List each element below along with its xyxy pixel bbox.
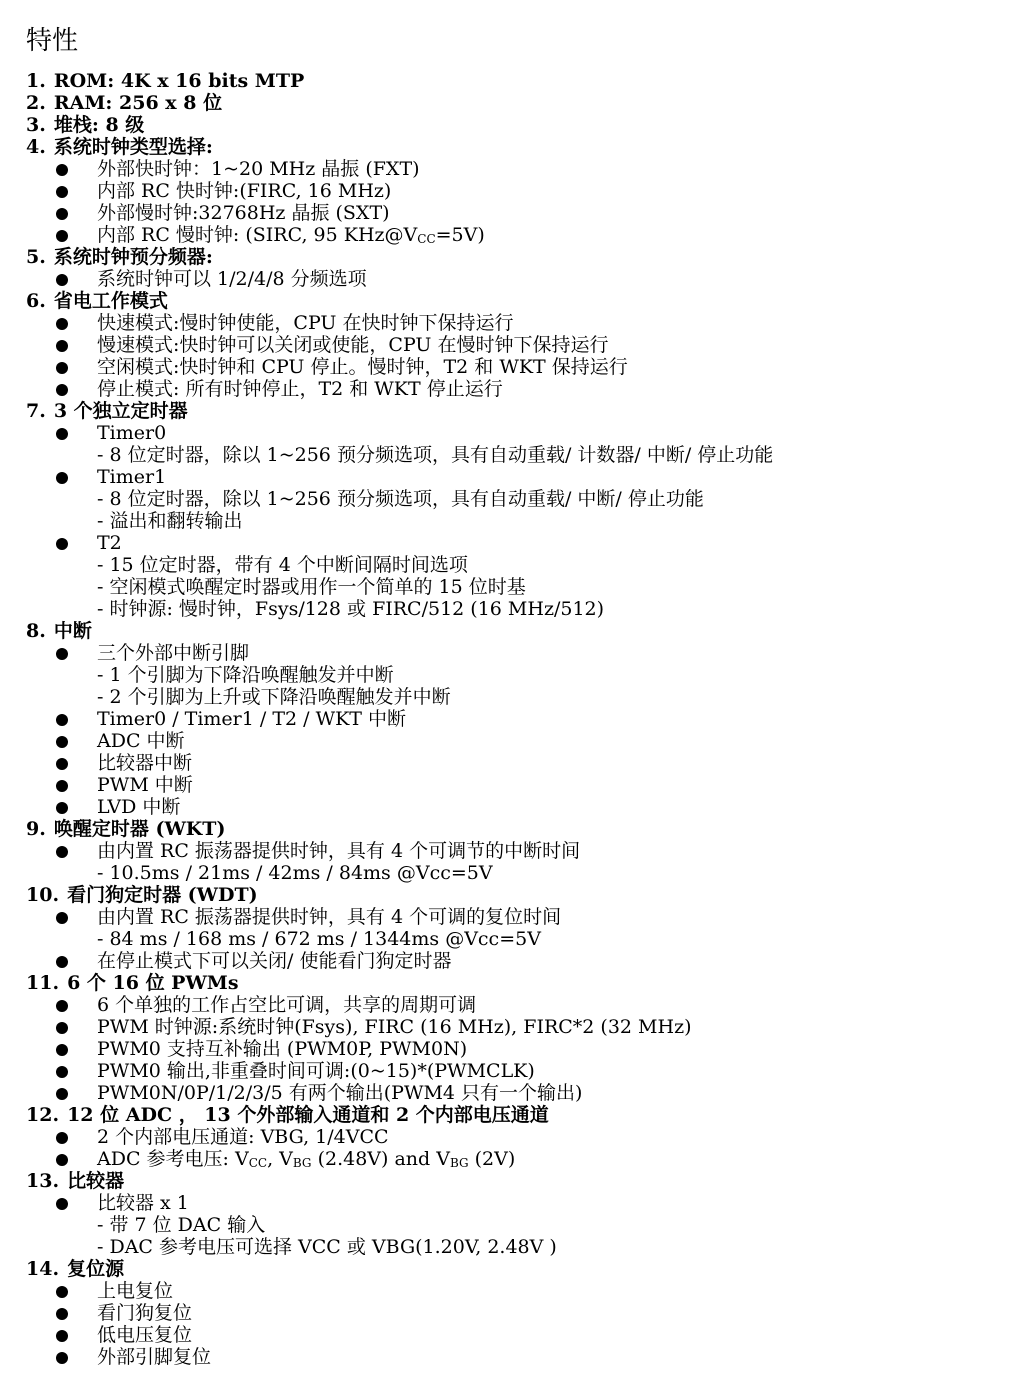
section-title: 省电工作模式: [53, 290, 168, 312]
section-title: 6 个 16 位 PWMs: [67, 972, 239, 994]
section-title: 堆栈: 8 级: [53, 114, 145, 136]
section-number: 13.: [26, 1170, 60, 1192]
item-text: 看门狗复位: [97, 1302, 193, 1324]
item-text: Timer0 / Timer1 / T2 / WKT 中断: [97, 708, 407, 730]
section: [26, 972, 1016, 1104]
sub-item-text: - 带 7 位 DAC 输入: [97, 1214, 266, 1236]
bullet-icon: [56, 1066, 68, 1078]
item-text: 2 个内部电压通道: VBG, 1/4VCC: [97, 1126, 389, 1148]
bullet-icon: [56, 648, 68, 660]
list-item: [26, 1126, 1016, 1148]
item-text: LVD 中断: [97, 796, 181, 818]
list-item: [26, 180, 1016, 202]
bullet-icon: [56, 802, 68, 814]
list-item: [26, 730, 1016, 752]
sub-item-text: - DAC 参考电压可选择 VCC 或 VBG(1.20V, 2.48V ): [97, 1236, 557, 1258]
list-item: [26, 840, 1016, 884]
item-text: PWM0 输出,非重叠时间可调:(0~15)*(PWMCLK): [97, 1060, 535, 1082]
list-item: [26, 202, 1016, 224]
section-heading: [26, 884, 1016, 906]
list-item: [26, 1346, 1016, 1368]
item-text-part: (2.48V) and V: [311, 1148, 450, 1170]
list-item: [26, 158, 1016, 180]
bullet-icon: [56, 318, 68, 330]
subscript: BG: [292, 1156, 312, 1170]
list-item: [26, 796, 1016, 818]
list-item: [26, 378, 1016, 400]
list-item: [26, 422, 1016, 466]
bullet-icon: [56, 780, 68, 792]
item-text: 上电复位: [97, 1280, 174, 1302]
list-item: [26, 1148, 1016, 1170]
section: [26, 884, 1016, 972]
item-text: Timer0: [97, 422, 167, 444]
item-text: T2: [97, 532, 122, 554]
section: [26, 70, 1016, 92]
item-text: 比较器 x 1: [97, 1192, 189, 1214]
item-text: 外部引脚复位: [97, 1346, 212, 1368]
section-title: 唤醒定时器 (WKT): [53, 818, 226, 840]
list-item: [26, 1082, 1016, 1104]
section-heading: [26, 290, 1016, 312]
item-text: 6 个单独的工作占空比可调，共享的周期可调: [97, 994, 477, 1016]
list-item: [26, 708, 1016, 730]
section-number: 10.: [26, 884, 60, 906]
section-number: 9.: [26, 818, 46, 840]
bullet-icon: [56, 1132, 68, 1144]
bullet-icon: [56, 164, 68, 176]
section-number: 7.: [26, 400, 46, 422]
bullet-icon: [56, 1154, 68, 1166]
bullet-icon: [56, 1352, 68, 1364]
sub-item-text: - 84 ms / 168 ms / 672 ms / 1344ms @Vcc=5V: [97, 928, 541, 950]
section: [26, 1258, 1016, 1368]
section-heading: [26, 246, 1016, 268]
list-item: [26, 356, 1016, 378]
item-text: [97, 1148, 1016, 1170]
list-item: [26, 268, 1016, 290]
item-text: 由内置 RC 振荡器提供时钟，具有 4 个可调节的中断时间: [97, 840, 581, 862]
section-number: 2.: [26, 92, 46, 114]
section: [26, 818, 1016, 884]
section: [26, 136, 1016, 246]
section-number: 14.: [26, 1258, 60, 1280]
item-text: 慢速模式:快时钟可以关闭或使能，CPU 在慢时钟下保持运行: [97, 334, 609, 356]
bullet-icon: [56, 384, 68, 396]
bullet-icon: [56, 846, 68, 858]
page-title: 特性: [26, 26, 79, 56]
bullet-icon: [56, 538, 68, 550]
section-heading: [26, 92, 1016, 114]
sub-item-text: - 8 位定时器，除以 1~256 预分频选项，具有自动重载/ 中断/ 停止功能: [97, 488, 704, 510]
list-item: [26, 752, 1016, 774]
section-heading: [26, 1104, 1016, 1126]
item-text: 系统时钟可以 1/2/4/8 分频选项: [97, 268, 367, 290]
bullet-icon: [56, 736, 68, 748]
bullet-icon: [56, 912, 68, 924]
section-number: 5.: [26, 246, 46, 268]
subscript: CC: [417, 232, 436, 246]
section: [26, 114, 1016, 136]
subscript: CC: [248, 1156, 268, 1170]
bullet-icon: [56, 714, 68, 726]
sub-item-text: - 1 个引脚为下降沿唤醒触发并中断: [97, 664, 394, 686]
bullet-icon: [56, 274, 68, 286]
section-title: 比较器: [67, 1170, 125, 1192]
item-text-part: (2V): [468, 1148, 516, 1170]
list-item: [26, 1280, 1016, 1302]
bullet-icon: [56, 956, 68, 968]
bullet-icon: [56, 362, 68, 374]
bullet-icon: [56, 186, 68, 198]
section-title: 3 个独立定时器: [53, 400, 188, 422]
list-item: [26, 994, 1016, 1016]
sub-item-text: - 15 位定时器，带有 4 个中断间隔时间选项: [97, 554, 468, 576]
sub-item-text: - 2 个引脚为上升或下降沿唤醒触发并中断: [97, 686, 451, 708]
bullet-icon: [56, 472, 68, 484]
item-text: PWM0N/0P/1/2/3/5 有两个输出(PWM4 只有一个输出): [97, 1082, 583, 1104]
list-item: [26, 1302, 1016, 1324]
item-text: PWM 中断: [97, 774, 193, 796]
item-text: Timer1: [97, 466, 167, 488]
section-heading: [26, 818, 1016, 840]
section-number: 12.: [26, 1104, 60, 1126]
section-heading: [26, 1258, 1016, 1280]
list-item: [26, 1060, 1016, 1082]
item-text: 停止模式: 所有时钟停止，T2 和 WKT 停止运行: [97, 378, 503, 400]
item-text-part: 内部 RC 慢时钟: (SIRC, 95 KHz@V: [97, 224, 418, 246]
list-item: [26, 1324, 1016, 1346]
item-text: 低电压复位: [97, 1324, 193, 1346]
sub-item-text: - 10.5ms / 21ms / 42ms / 84ms @Vcc=5V: [97, 862, 493, 884]
section-number: 4.: [26, 136, 46, 158]
bullet-icon: [56, 1044, 68, 1056]
section-heading: [26, 972, 1016, 994]
bullet-icon: [56, 340, 68, 352]
bullet-icon: [56, 1330, 68, 1342]
list-item: [26, 1016, 1016, 1038]
feature-list: [26, 70, 1016, 1368]
item-text: PWM0 支持互补输出 (PWM0P, PWM0N): [97, 1038, 468, 1060]
item-text: 内部 RC 快时钟:(FIRC, 16 MHz): [97, 180, 392, 202]
section-heading: [26, 620, 1016, 642]
list-item: [26, 774, 1016, 796]
item-text: [97, 224, 1016, 246]
section-heading: [26, 1170, 1016, 1192]
section-title: ROM: 4K x 16 bits MTP: [53, 70, 305, 92]
item-text: 空闲模式:快时钟和 CPU 停止。慢时钟，T2 和 WKT 保持运行: [97, 356, 628, 378]
section-heading: [26, 136, 1016, 158]
section: [26, 620, 1016, 818]
sub-item-text: - 空闲模式唤醒定时器或用作一个简单的 15 位时基: [97, 576, 526, 598]
bullet-icon: [56, 758, 68, 770]
list-item: [26, 312, 1016, 334]
item-text: 快速模式:慢时钟使能，CPU 在快时钟下保持运行: [97, 312, 514, 334]
section-heading: [26, 70, 1016, 92]
section: [26, 1170, 1016, 1258]
list-item: [26, 466, 1016, 532]
item-text: 比较器中断: [97, 752, 193, 774]
bullet-icon: [56, 1022, 68, 1034]
section: [26, 92, 1016, 114]
bullet-icon: [56, 208, 68, 220]
section-number: 6.: [26, 290, 46, 312]
item-text: 外部快时钟：1~20 MHz 晶振 (FXT): [97, 158, 420, 180]
bullet-icon: [56, 1088, 68, 1100]
list-item: [26, 224, 1016, 246]
item-text: 三个外部中断引脚: [97, 642, 250, 664]
item-text: PWM 时钟源:系统时钟(Fsys), FIRC (16 MHz), FIRC*2 (32 MHz): [97, 1016, 692, 1038]
section: [26, 290, 1016, 400]
sub-item-text: - 溢出和翻转输出: [97, 510, 243, 532]
item-text: ADC 中断: [97, 730, 185, 752]
subscript: BG: [449, 1156, 469, 1170]
item-text: 外部慢时钟:32768Hz 晶振 (SXT): [97, 202, 390, 224]
list-item: [26, 334, 1016, 356]
section-heading: [26, 400, 1016, 422]
section: [26, 400, 1016, 620]
bullet-icon: [56, 428, 68, 440]
section-title: 系统时钟预分频器:: [53, 246, 213, 268]
section-number: 8.: [26, 620, 46, 642]
section-title: RAM: 256 x 8 位: [53, 92, 223, 114]
section-title: 看门狗定时器 (WDT): [67, 884, 258, 906]
sub-item-text: - 时钟源: 慢时钟，Fsys/128 或 FIRC/512 (16 MHz/512): [97, 598, 605, 620]
bullet-icon: [56, 1308, 68, 1320]
item-text: 在停止模式下可以关闭/ 使能看门狗定时器: [97, 950, 452, 972]
bullet-icon: [56, 1000, 68, 1012]
list-item: [26, 642, 1016, 708]
section: [26, 246, 1016, 290]
bullet-icon: [56, 1198, 68, 1210]
bullet-icon: [56, 1286, 68, 1298]
section-title: 12 位 ADC ， 13 个外部输入通道和 2 个内部电压通道: [67, 1104, 549, 1126]
section-title: 中断: [53, 620, 92, 642]
list-item: [26, 950, 1016, 972]
section-heading: [26, 114, 1016, 136]
section-number: 11.: [26, 972, 60, 994]
list-item: [26, 1038, 1016, 1060]
sub-item-text: - 8 位定时器，除以 1~256 预分频选项，具有自动重载/ 计数器/ 中断/ 停止功能: [97, 444, 774, 466]
section-number: 3.: [26, 114, 46, 136]
item-text-part: =5V): [435, 224, 485, 246]
item-text-part: , V: [267, 1148, 293, 1170]
section-title: 复位源: [67, 1258, 125, 1280]
list-item: [26, 906, 1016, 950]
section: [26, 1104, 1016, 1170]
item-text-part: ADC 参考电压: V: [97, 1148, 249, 1170]
section-title: 系统时钟类型选择:: [53, 136, 213, 158]
bullet-icon: [56, 230, 68, 242]
section-number: 1.: [26, 70, 46, 92]
item-text: 由内置 RC 振荡器提供时钟，具有 4 个可调的复位时间: [97, 906, 562, 928]
list-item: [26, 1192, 1016, 1258]
list-item: [26, 532, 1016, 620]
